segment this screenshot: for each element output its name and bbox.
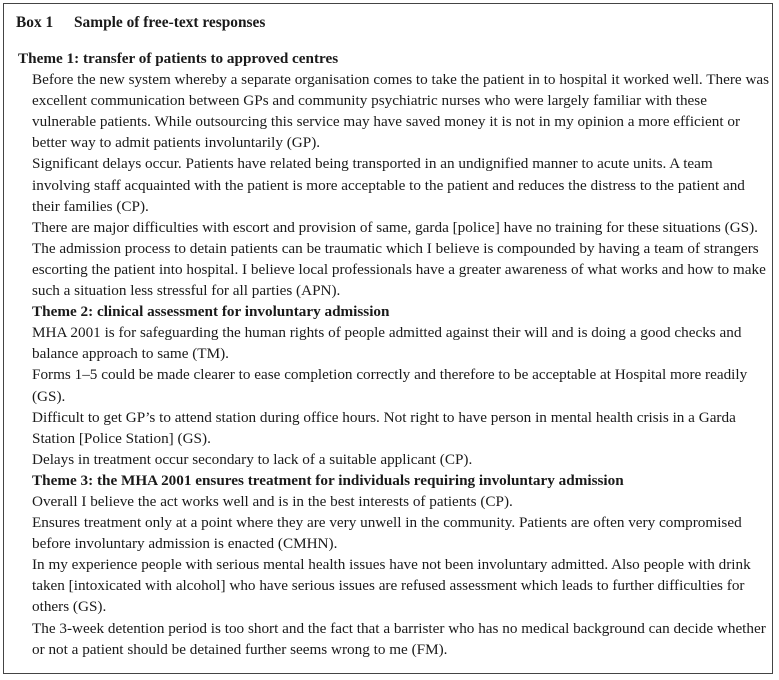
response-text: MHA 2001 is for safeguarding the human rights of people admitted against their will and is doing a good checks and balance approach to same (TM). bbox=[32, 324, 742, 363]
text-box bbox=[3, 3, 773, 674]
box-title: Sample of free-text responses bbox=[74, 14, 266, 31]
response-text: The admission process to detain patients can be traumatic which I believe is compounded by having a team of strangers escorting the patient into hospital. I believe local professionals have a greater awareness of what works and how to make such a situation less stressful for all parties (APN). bbox=[32, 239, 766, 300]
box-content bbox=[18, 48, 770, 660]
theme-heading: Theme 1: transfer of patients to approved centres bbox=[18, 50, 339, 67]
response-text: Before the new system whereby a separate organisation comes to take the patient in to hospital it worked well. There was excellent communication between GPs and community psychiatric nurses who were largely familiar with these vulnerable patients. While outsourcing this service may have saved money it is not in my opinion a more efficient or better way to admit patients involuntarily (GP). bbox=[32, 71, 770, 152]
box-label: Box 1 bbox=[16, 14, 54, 31]
response-text: The 3-week detention period is too short and the fact that a barrister who has no medical background can decide whether or not a patient should be detained further seems wrong to me (FM). bbox=[32, 619, 766, 658]
response-text: Delays in treatment occur secondary to lack of a suitable applicant (CP). bbox=[32, 450, 473, 468]
response-text: Overall I believe the act works well and is in the best interests of patients (CP). bbox=[32, 492, 513, 510]
response-text: In my experience people with serious mental health issues have not been involuntary admitted. Also people with drink taken [intoxicated with alcohol] who have serious issues are refused assessment which leads to further difficulties for others (GS). bbox=[32, 556, 751, 616]
theme-heading: Theme 2: clinical assessment for involuntary admission bbox=[32, 303, 390, 321]
response-text: Difficult to get GP’s to attend station during office hours. Not right to have person in mental health crisis in a Garda Station [Police Station] (GS). bbox=[32, 408, 736, 447]
response-text: Ensures treatment only at a point where they are very unwell in the community. Patients are often very compromised before involuntary admission is enacted (CMHN). bbox=[32, 514, 742, 553]
box-heading bbox=[16, 14, 265, 32]
theme-heading: Theme 3: the MHA 2001 ensures treatment for individuals requiring involuntary admission bbox=[32, 471, 624, 489]
response-text: Forms 1–5 could be made clearer to ease completion correctly and therefore to be acceptable at Hospital more readily (GS). bbox=[32, 366, 748, 405]
response-text: There are major difficulties with escort and provision of same, garda [police] have no training for these situations (GS). bbox=[32, 218, 758, 236]
response-text: Significant delays occur. Patients have related being transported in an undignified manner to acute units. A team involving staff acquainted with the patient is more acceptable to the patient and reduces the distress to the patient and their families (CP). bbox=[32, 155, 745, 215]
